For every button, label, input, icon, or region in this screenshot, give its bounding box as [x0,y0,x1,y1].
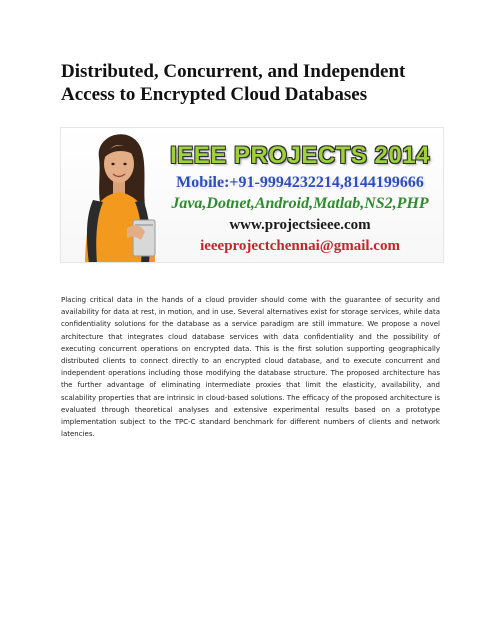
advertisement-banner [60,127,444,263]
title-line-1: Distributed, Concurrent, and Independent [61,61,406,82]
banner-headline: IEEE PROJECTS 2014 [170,142,430,169]
student-photo [71,128,167,263]
document-title [61,60,441,106]
banner-text-block [157,128,443,263]
banner-technologies: Java,Dotnet,Android,Matlab,NS2,PHP [171,195,429,212]
title-line-2: Access to Encrypted Cloud Databases [61,84,368,105]
banner-mobile-numbers: Mobile:+91-9994232214,8144199666 [176,174,424,191]
banner-website: www.projectsieee.com [229,217,371,233]
abstract-paragraph: Placing critical data in the hands of a cloud provider should come with the guarantee of security and availability for data at rest, in motion, and in use. Several alternatives exist for storage services, while data confidentiality solutions for the database as a service paradigm are still immature. We propose a novel architecture that integrates cloud database services with data confidentiality and the possibility of executing concurrent operations on encrypted data. This is the first solution supporting geographically distributed clients to connect directly to an encrypted cloud database, and to execute concurrent and independent operations including those modifying the database structure. The proposed architecture has the further advantage of eliminating intermediate proxies that limit the elasticity, availability, and scalability properties that are intrinsic in cloud-based solutions. The efficacy of the proposed architecture is evaluated through theoretical analyses and extensive experimental results based on a prototype implementation subject to the TPC-C standard benchmark for different numbers of clients and network latencies. [61,296,440,439]
banner-email: ieeeprojectchennai@gmail.com [200,238,400,254]
